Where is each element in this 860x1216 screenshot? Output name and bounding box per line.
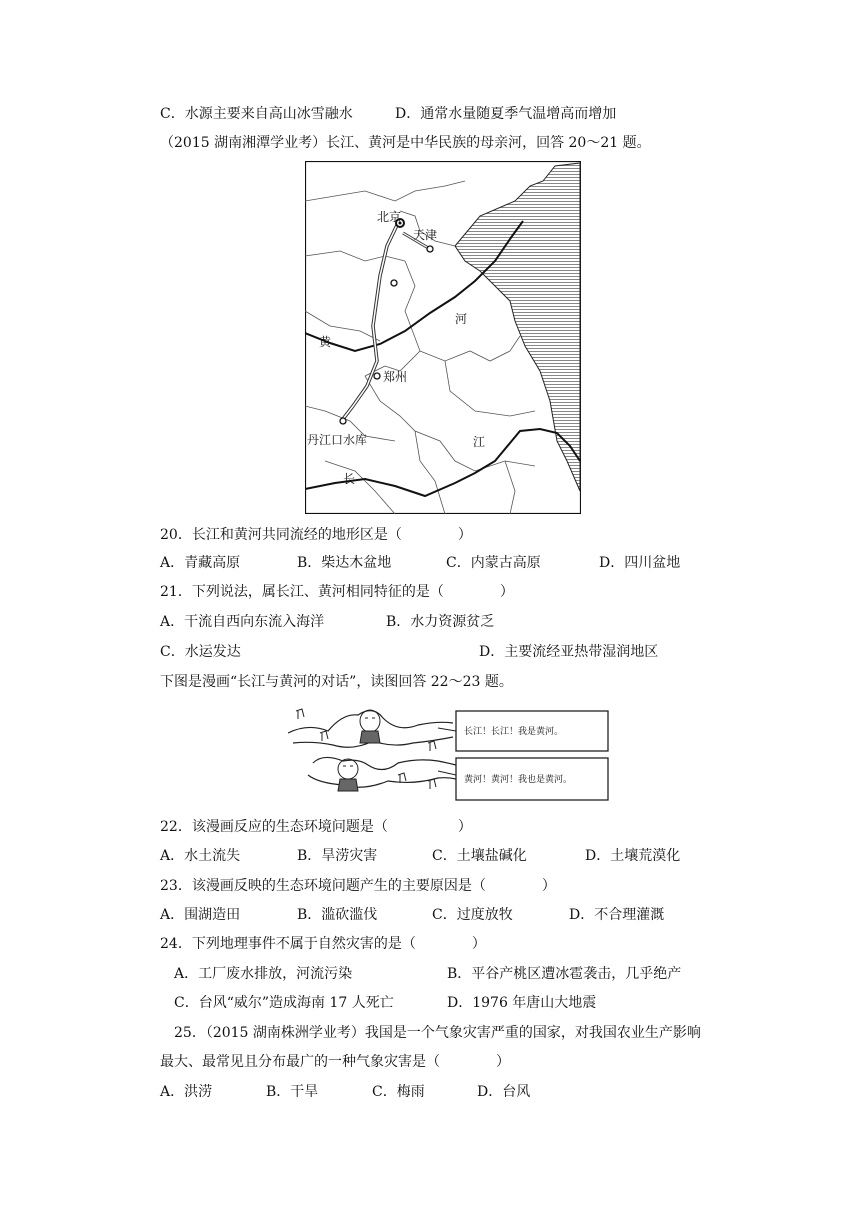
intro-20-21: （2015 湖南湘潭学业考）长江、黄河是中华民族的母亲河，回答 20～21 题。 (160, 135, 651, 151)
q25-stem-line2: 最大、最常见且分布最广的一种气象灾害是（ ） (160, 1054, 510, 1070)
q22-option-b: B．旱涝灾害 (297, 848, 378, 864)
yangtze-face (360, 710, 380, 743)
q20-stem: 20．长江和黄河共同流经的地形区是（ ） (160, 527, 472, 543)
q22-option-a: A．水土流失 (160, 848, 241, 864)
q24-option-b: B．平谷产桃区遭冰雹袭击，几乎绝产 (447, 966, 682, 982)
bubble-bottom-text: 黄河！黄河！我也是黄河。 (464, 775, 573, 785)
q25-option-a: A．洪涝 (160, 1084, 213, 1100)
rivers-map (305, 161, 581, 514)
zhengzhou-marker (374, 373, 380, 379)
q20-option-a: A．青藏高原 (160, 555, 241, 571)
bubble-top-text: 长江！长江！我是黄河。 (464, 727, 564, 737)
label-beijing: 北京 (377, 210, 402, 224)
option-c: C．水源主要来自高山冰雪融水 (160, 106, 353, 122)
yellow-river-face (338, 759, 358, 791)
label-zhengzhou: 郑州 (383, 370, 408, 384)
q20-option-b: B．柴达木盆地 (297, 555, 392, 571)
option-d: D．通常水量随夏季气温增高而增加 (395, 106, 617, 122)
label-tianjin: 天津 (413, 228, 438, 242)
q21-stem: 21．下列说法，属长江、黄河相同特征的是（ ） (160, 584, 514, 600)
q24-option-a: A．工厂废水排放，河流污染 (174, 966, 353, 982)
tianjin-marker (427, 246, 433, 252)
label-danjiangkou: 丹江口水库 (307, 433, 368, 447)
label-he: 河 (455, 312, 468, 326)
q23-stem: 23．该漫画反映的生态环境问题产生的主要原因是（ ） (160, 878, 556, 894)
relay-marker (391, 280, 397, 286)
q24-option-d: D．1976 年唐山大地震 (447, 995, 597, 1011)
q21-option-b: B．水力资源贫乏 (386, 614, 495, 630)
q23-option-b: B．滥砍滥伐 (297, 907, 378, 923)
river-dialogue-cartoon (288, 703, 612, 803)
label-jiang: 江 (473, 435, 486, 449)
q21-option-a: A．干流自西向东流入海洋 (160, 614, 325, 630)
q25-option-d: D．台风 (477, 1084, 531, 1100)
q23-option-a: A．围湖造田 (160, 907, 241, 923)
q20-option-c: C．内蒙古高原 (446, 555, 541, 571)
q24-stem: 24．下列地理事件不属于自然灾害的是（ ） (160, 936, 486, 952)
q25-option-c: C．梅雨 (372, 1084, 425, 1100)
q22-option-d: D．土壤荒漠化 (585, 848, 681, 864)
q24-option-c: C．台风“威尔”造成海南 17 人死亡 (174, 995, 394, 1011)
intro-22-23: 下图是漫画“长江与黄河的对话”，读图回答 22～23 题。 (160, 674, 513, 690)
q22-stem: 22．该漫画反应的生态环境问题是（ ） (160, 819, 472, 835)
q21-option-d: D．主要流经亚热带湿润地区 (479, 644, 659, 660)
q25-stem-line1: 25．（2015 湖南株洲学业考）我国是一个气象灾害严重的国家，对我国农业生产影响 (174, 1025, 701, 1041)
q20-option-d: D．四川盆地 (599, 555, 681, 571)
q22-option-c: C．土壤盐碱化 (432, 848, 527, 864)
label-chang: 长 (343, 472, 356, 486)
q25-option-b: B．干旱 (266, 1084, 319, 1100)
q21-option-c: C．水运发达 (160, 644, 241, 660)
label-huang: 黄 (319, 335, 332, 349)
q23-option-d: D．不合理灌溉 (569, 907, 665, 923)
danjiangkou-marker (340, 418, 346, 424)
q23-option-c: C．过度放牧 (432, 907, 513, 923)
